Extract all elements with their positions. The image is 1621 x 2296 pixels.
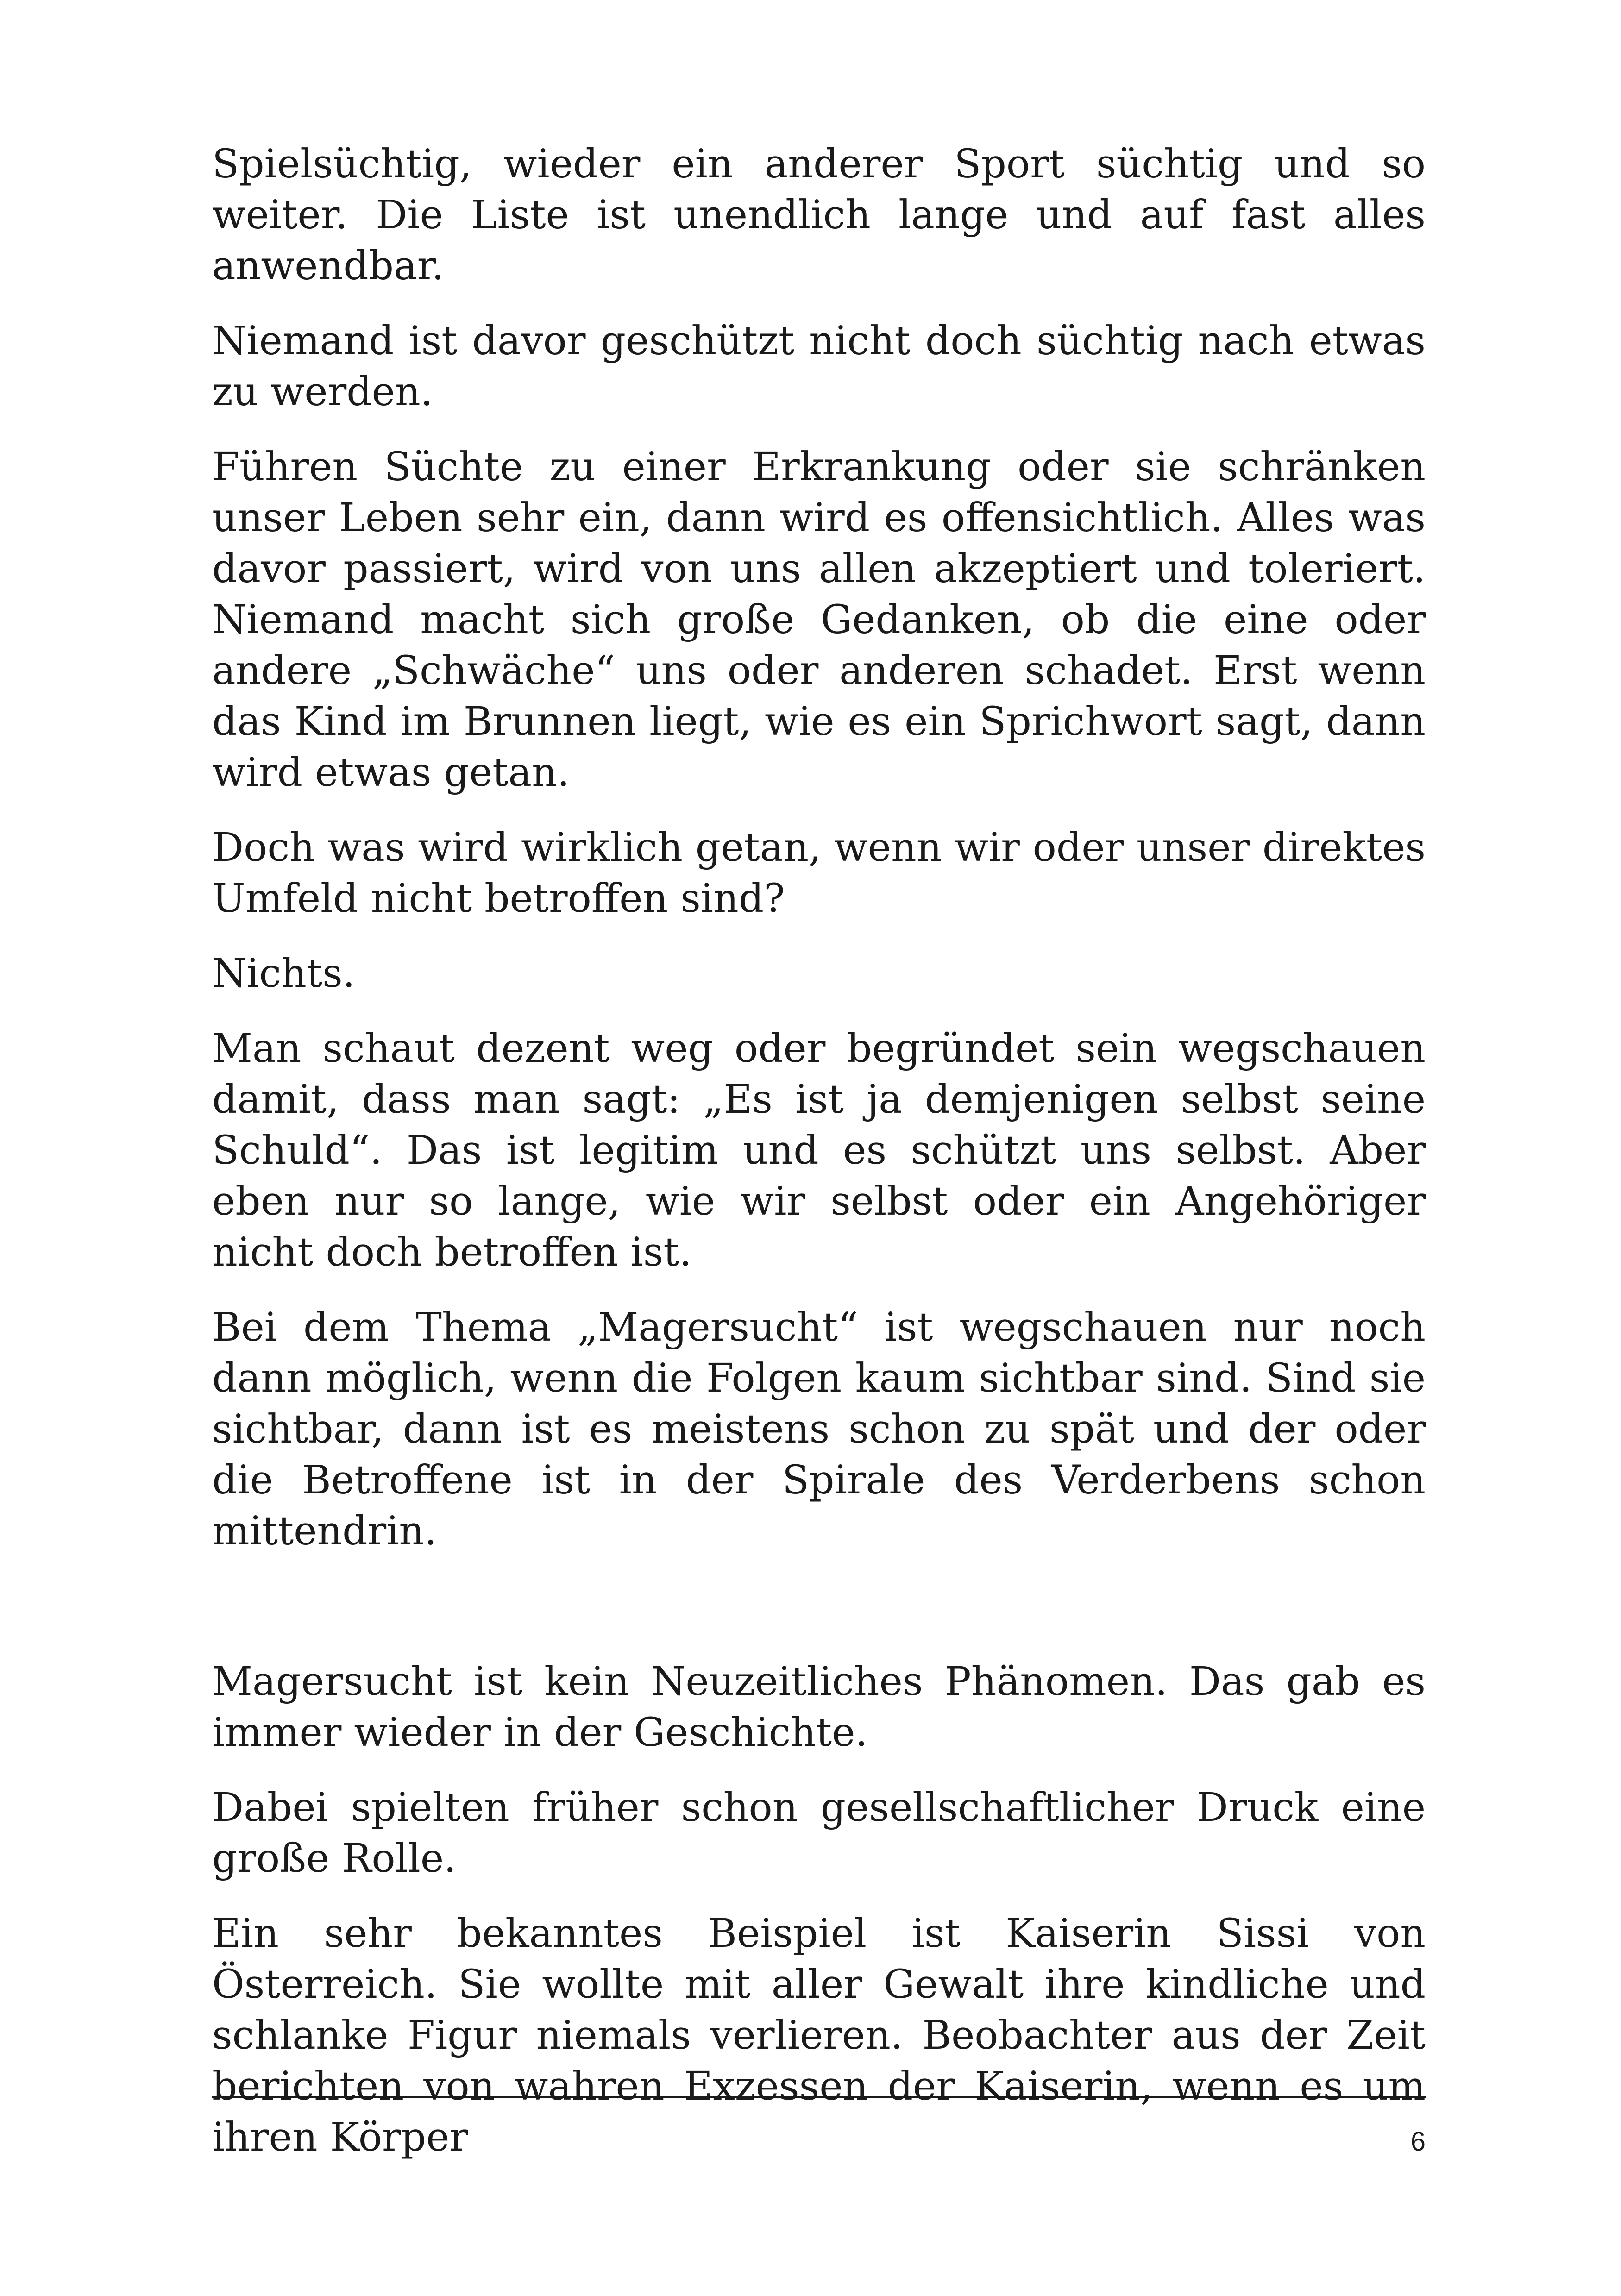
paragraph-1: Spielsüchtig, wieder ein anderer Sport süchtig und so weiter. Die Liste ist unendlich lange und auf fast alles anwendbar. <box>212 141 1426 289</box>
paragraph-9: Dabei spielten früher schon gesellschaftlicher Druck eine große Rolle. <box>212 1785 1426 1882</box>
paragraph-7: Bei dem Thema „Magersucht“ ist wegschauen nur noch dann möglich, wenn die Folgen kaum sichtbar sind. Sind sie sichtbar, dann ist es meistens schon zu spät und der oder die Betroffene ist in der Spirale des Verderbens schon mittendrin. <box>212 1305 1426 1554</box>
paragraph-8: Magersucht ist kein Neuzeitliches Phänomen. Das gab es immer wieder in der Geschichte. <box>212 1659 1426 1756</box>
page-number: 6 <box>1410 2127 1426 2157</box>
body-text <box>212 139 1426 2187</box>
footer-divider <box>212 2096 1426 2098</box>
paragraph-10: Ein sehr bekanntes Beispiel ist Kaiserin Sissi von Österreich. Sie wollte mit aller Gewalt ihre kindliche und schlanke Figur niemals verlieren. Beobachter aus der Zeit berichten von wahren Exzessen der Kaiserin, wenn es um ihren Körper <box>212 1911 1426 2160</box>
paragraph-5: Nichts. <box>212 951 355 997</box>
paragraph-6: Man schaut dezent weg oder begründet sein wegschauen damit, dass man sagt: „Es ist ja demjenigen selbst seine Schuld“. Das ist legitim und es schützt uns selbst. Aber eben nur so lange, wie wir selbst oder ein Angehöriger nicht doch betroffen ist. <box>212 1026 1426 1275</box>
paragraph-2: Niemand ist davor geschützt nicht doch süchtig nach etwas zu werden. <box>212 318 1426 415</box>
paragraph-3: Führen Süchte zu einer Erkrankung oder sie schränken unser Leben sehr ein, dann wird es offensichtlich. Alles was davor passiert, wird von uns allen akzeptiert und toleriert. Niemand macht sich große Gedanken, ob die eine oder andere „Schwäche“ uns oder anderen schadet. Erst wenn das Kind im Brunnen liegt, wie es ein Sprichwort sagt, dann wird etwas getan. <box>212 444 1426 796</box>
paragraph-4: Doch was wird wirklich getan, wenn wir oder unser direktes Umfeld nicht betroffen sind? <box>212 825 1426 922</box>
